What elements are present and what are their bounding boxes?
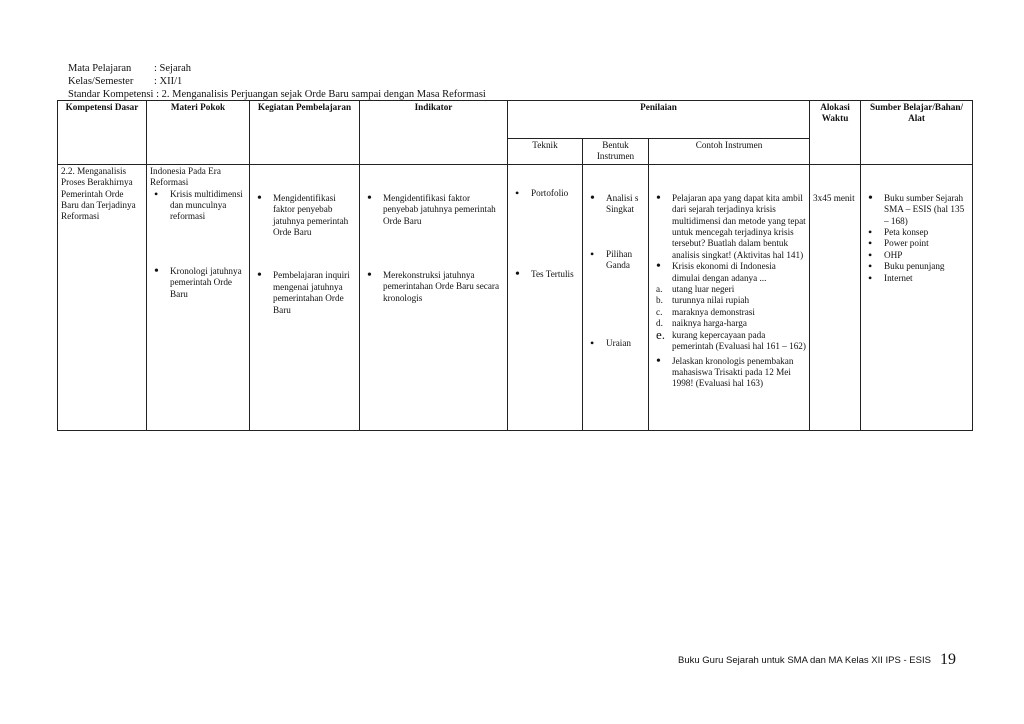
materi-list	[150, 189, 246, 300]
kegiatan-item: • Mengidentifikasi faktor penyebab jatuhnya pemerintah Orde Baru	[253, 193, 356, 239]
option-text: kurang kepercayaan pada pemerintah (Evaluasi hal 161 – 162)	[672, 329, 806, 352]
kompetensi-cell: 2.2. Menganalisis Proses Berakhirnya Pemerintah Orde Baru dan Terjadinya Reformasi	[58, 164, 147, 430]
option-item	[652, 295, 806, 306]
teknik-cell	[508, 164, 583, 430]
option-marker: d.	[656, 318, 663, 329]
option-marker: e.	[656, 326, 666, 342]
class-label: Kelas/Semester	[68, 76, 134, 87]
materi-item: • Krisis multidimensi dan munculnya reformasi	[150, 189, 246, 223]
bentuk-item: • Uraian	[586, 338, 645, 349]
question-text: Krisis ekonomi di Indonesia dimulai dengan adanya ...	[672, 261, 776, 283]
indikator-list	[363, 193, 504, 304]
sumber-list	[864, 193, 969, 284]
indikator-item: • Mengidentifikasi faktor penyebab jatuhnya pemerintah Orde Baru	[363, 193, 504, 227]
teknik-list	[511, 188, 579, 281]
competency-standard: Standar Kompetensi : 2. Menganalisis Perjuangan sejak Orde Baru sampai dengan Masa Reformasi	[68, 89, 486, 100]
col-penilaian: Penilaian	[508, 101, 810, 139]
indikator-cell	[360, 164, 508, 430]
col-alokasi: Alokasi Waktu	[810, 101, 861, 165]
kegiatan-list	[253, 193, 356, 316]
kegiatan-cell	[250, 164, 360, 430]
alokasi-cell	[810, 164, 861, 430]
bentuk-cell	[583, 164, 649, 430]
sumber-item: • Buku penunjang	[864, 261, 969, 272]
sumber-item: • Peta konsep	[864, 227, 969, 238]
bentuk-item: • Pilihan Ganda	[586, 249, 645, 272]
subject-line	[68, 62, 191, 75]
col-kompetensi: Kompetensi Dasar	[58, 101, 147, 165]
materi-item: • Kronologi jatuhnya pemerintah Orde Baru	[150, 266, 246, 300]
option-text: maraknya demonstrasi	[672, 306, 755, 317]
option-marker: c.	[656, 306, 663, 317]
subject-value: : Sejarah	[154, 63, 192, 74]
contoh-item: • Jelaskan kronologis penembakan mahasiswa Trisakti pada 12 Mei 1998! (Evaluasi hal 163)	[652, 356, 806, 390]
sumber-cell	[861, 164, 973, 430]
class-line	[68, 75, 182, 88]
option-text: naiknya harga-harga	[672, 318, 747, 329]
col-bentuk: Bentuk Instrumen	[583, 139, 649, 165]
footer-text: Buku Guru Sejarah untuk SMA dan MA Kelas XII IPS - ESIS	[678, 655, 931, 666]
contoh-cell	[649, 164, 810, 430]
bentuk-item: • Analisi s Singkat	[586, 193, 645, 216]
option-item	[652, 284, 806, 295]
col-contoh: Contoh Instrumen	[649, 139, 810, 165]
teknik-item: • Tes Tertulis	[511, 269, 579, 280]
option-item	[652, 318, 806, 329]
table-row	[58, 164, 973, 430]
subject-label: Mata Pelajaran	[68, 63, 132, 74]
class-value: : XII/1	[154, 76, 183, 87]
sumber-item: • Internet	[864, 273, 969, 284]
col-sumber: Sumber Belajar/Bahan/ Alat	[861, 101, 973, 165]
option-marker: a.	[656, 284, 663, 295]
col-kegiatan: Kegiatan Pembelajaran	[250, 101, 360, 165]
materi-title: Indonesia Pada Era Reformasi	[150, 165, 221, 188]
sumber-item: • Power point	[864, 238, 969, 249]
sumber-item: • OHP	[864, 250, 969, 261]
answer-options	[652, 284, 806, 352]
contoh-list	[652, 193, 806, 284]
sumber-item: • Buku sumber Sejarah SMA – ESIS (hal 135 – 168)	[864, 193, 969, 227]
col-materi: Materi Pokok	[147, 101, 250, 165]
contoh-list-2	[652, 356, 806, 390]
option-marker: b.	[656, 295, 663, 306]
option-text: utang luar negeri	[672, 284, 735, 295]
indikator-item: • Merekonstruksi jatuhnya pemerintahan Orde Baru secara kronologis	[363, 270, 504, 304]
alokasi-value: 3x45 menit	[813, 192, 855, 203]
contoh-item	[652, 261, 806, 284]
bentuk-list	[586, 193, 645, 350]
option-item	[652, 307, 806, 318]
option-text: turunnya nilai rupiah	[672, 295, 750, 306]
header-row	[58, 101, 973, 139]
materi-cell	[147, 164, 250, 430]
page-number: 19	[940, 651, 956, 668]
contoh-item: • Pelajaran apa yang dapat kita ambil dari sejarah terjadinya krisis multidimensi dan metode yang tepat untuk mencegah terjadinya krisis tersebut? Buatlah dalam bentuk analisis singkat! (Aktivitas hal 141)	[652, 193, 806, 261]
option-item	[652, 326, 806, 353]
col-teknik: Teknik	[508, 139, 583, 165]
col-indikator: Indikator	[360, 101, 508, 165]
syllabus-table	[57, 100, 973, 431]
teknik-item: • Portofolio	[511, 188, 579, 199]
kegiatan-item: • Pembelajaran inquiri mengenai jatuhnya pemerintahan Orde Baru	[253, 270, 356, 316]
